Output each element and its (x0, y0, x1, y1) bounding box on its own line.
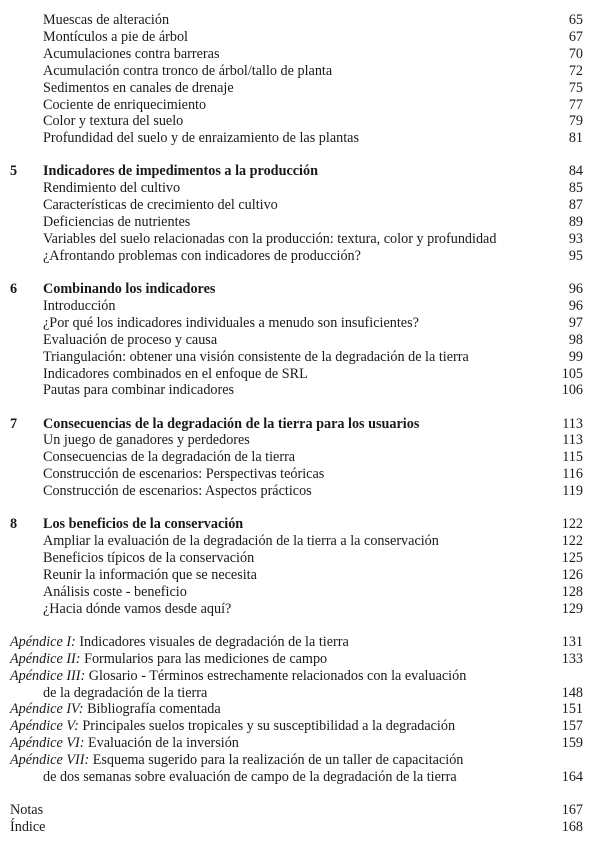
entry-title: Profundidad del suelo y de enraizamiento de las plantas (43, 130, 359, 147)
entry-title: Montículos a pie de árbol (43, 28, 188, 45)
appendix-label: Apéndice III: (10, 667, 86, 684)
entry-title: Variables del suelo relacionadas con la producción: textura, color y profundidad (43, 231, 497, 247)
page-number: 131 (561, 633, 583, 650)
page-number: 93 (568, 231, 583, 247)
appendix-title (10, 633, 349, 651)
toc-entry (0, 213, 600, 231)
entry-title: ¿Afrontando problemas con indicadores de producción? (43, 247, 361, 264)
toc-entry (0, 465, 600, 483)
chapter-entry (0, 280, 600, 298)
appendix-entry (0, 751, 600, 769)
toc-entry (0, 297, 600, 315)
entry-title: Beneficios típicos de la conservación (43, 550, 255, 566)
entry-title: de la degradación de la tierra (43, 684, 208, 701)
page-number: 115 (562, 449, 583, 466)
entry-title: ¿Hacia dónde vamos desde aquí? (43, 600, 232, 617)
toc-entry (0, 247, 600, 265)
toc-entry (0, 230, 600, 248)
page-number: 67 (568, 28, 583, 45)
page-number: 75 (568, 79, 583, 96)
appendix-label: Apéndice V: (10, 718, 79, 735)
chapter-entry (0, 415, 600, 433)
entry-title: Construcción de escenarios: Perspectivas teóricas (43, 466, 325, 483)
appendix-entry (0, 768, 600, 786)
entry-title: Introducción (43, 297, 116, 314)
entry-title: Acumulaciones contra barreras (43, 45, 220, 62)
entry-title: Pautas para combinar indicadores (43, 382, 235, 399)
page-number: 77 (568, 96, 583, 113)
entry-title: Índice (10, 819, 46, 835)
toc-entry (0, 818, 600, 836)
page-number: 159 (561, 735, 583, 752)
appendix-text: Formularios para las mediciones de campo (84, 650, 328, 667)
toc-entry (0, 348, 600, 366)
page-number: 72 (568, 62, 583, 79)
appendix-title (10, 734, 239, 752)
toc-entry (0, 482, 600, 500)
entry-title: Evaluación de proceso y causa (43, 331, 218, 348)
page-number: 98 (568, 331, 583, 348)
toc-entry (0, 314, 600, 332)
entry-title: Construcción de escenarios: Aspectos prácticos (43, 483, 312, 500)
page-number: 85 (568, 180, 583, 197)
toc-entry (0, 600, 600, 618)
entry-title: Rendimiento del cultivo (43, 180, 181, 197)
appendix-entry (0, 734, 600, 752)
entry-title: Triangulación: obtener una visión consistente de la degradación de la tierra (43, 348, 469, 365)
page-number: 122 (561, 533, 583, 550)
page-number: 106 (561, 382, 583, 399)
chapter-number: 7 (10, 415, 18, 432)
appendix-label: Apéndice VI: (10, 735, 85, 752)
appendix-text: Glosario - Términos estrechamente relacionados con la evaluación (88, 667, 467, 684)
entry-title: Reunir la información que se necesita (43, 566, 257, 583)
toc-entry (0, 448, 600, 466)
page-number: 95 (568, 247, 583, 264)
entry-title: Sedimentos en canales de drenaje (43, 79, 234, 96)
toc-entry (0, 129, 600, 147)
entry-title: Deficiencias de nutrientes (43, 214, 191, 231)
appendix-title (10, 751, 463, 769)
appendix-text: Bibliografía comentada (87, 701, 221, 718)
page-number: 133 (561, 650, 583, 667)
page-number: 129 (561, 600, 583, 617)
appendix-entry (0, 717, 600, 735)
chapter-title: Indicadores de impedimentos a la producción (43, 163, 318, 180)
appendix-title (10, 717, 455, 735)
entry-title: Ampliar la evaluación de la degradación de la tierra a la conservación (43, 533, 439, 550)
page-number: 65 (568, 12, 583, 28)
appendix-entry (0, 700, 600, 718)
chapter-title: Combinando los indicadores (43, 281, 216, 297)
toc-entry (0, 96, 600, 114)
page-number: 99 (568, 348, 583, 365)
page-number: 96 (568, 281, 583, 297)
entry-title: Análisis coste - beneficio (43, 583, 187, 600)
chapter-number: 6 (10, 281, 18, 297)
chapter-entry (0, 515, 600, 533)
appendix-text: Principales suelos tropicales y su susceptibilidad a la degradación (82, 718, 456, 735)
appendix-entry (0, 633, 600, 651)
entry-title: Cociente de enriquecimiento (43, 96, 207, 113)
chapter-title: Los beneficios de la conservación (43, 516, 244, 533)
page-number: 81 (568, 130, 583, 147)
page-number: 122 (561, 516, 583, 533)
entry-title: Características de crecimiento del cultivo (43, 197, 278, 214)
toc-entry (0, 331, 600, 349)
toc-entry (0, 583, 600, 601)
toc-entry (0, 62, 600, 80)
appendix-text: Evaluación de la inversión (88, 735, 239, 752)
toc-entry (0, 431, 600, 449)
page-number: 126 (561, 566, 583, 583)
entry-title: Acumulación contra tronco de árbol/tallo de planta (43, 62, 333, 79)
appendix-text: Indicadores visuales de degradación de la tierra (79, 633, 349, 650)
toc-entry (0, 28, 600, 46)
page-number: 113 (562, 415, 583, 432)
chapter-number: 5 (10, 163, 18, 180)
page-number: 116 (562, 466, 583, 483)
appendix-title (10, 700, 221, 718)
toc-entry (0, 196, 600, 214)
page-number: 148 (561, 684, 583, 701)
page-number: 79 (568, 113, 583, 130)
toc-entry (0, 801, 600, 819)
toc-entry (0, 532, 600, 550)
chapter-title: Consecuencias de la degradación de la tierra para los usuarios (43, 415, 420, 432)
page-number: 113 (562, 432, 583, 449)
appendix-entry (0, 684, 600, 702)
page-number: 125 (561, 550, 583, 566)
toc-entry (0, 11, 600, 29)
entry-title: Indicadores combinados en el enfoque de SRL (43, 365, 308, 382)
entry-title: Color y textura del suelo (43, 113, 184, 130)
appendix-label: Apéndice II: (10, 650, 81, 667)
appendix-label: Apéndice IV: (10, 701, 84, 718)
page-number: 167 (561, 802, 583, 819)
appendix-title (10, 667, 466, 685)
appendix-entry (0, 650, 600, 668)
toc-entry (0, 112, 600, 130)
chapter-number: 8 (10, 516, 18, 533)
page-number: 128 (561, 583, 583, 600)
appendix-label: Apéndice I: (10, 633, 76, 650)
entry-title: Notas (10, 802, 44, 819)
toc-entry (0, 179, 600, 197)
toc-entry (0, 365, 600, 383)
page-number: 70 (568, 45, 583, 62)
appendix-title (10, 650, 327, 668)
page-number: 87 (568, 197, 583, 214)
toc-entry (0, 79, 600, 97)
appendix-entry (0, 667, 600, 685)
entry-title: Consecuencias de la degradación de la tierra (43, 449, 296, 466)
page-number: 119 (562, 483, 583, 500)
page-number: 84 (568, 163, 583, 180)
appendix-text: Esquema sugerido para la realización de un taller de capacitación (92, 752, 464, 769)
entry-title: ¿Por qué los indicadores individuales a menudo son insuficientes? (43, 314, 419, 331)
toc-entry (0, 549, 600, 567)
entry-title: Muescas de alteración (43, 12, 170, 28)
page-number: 89 (568, 214, 583, 231)
page-number: 97 (568, 314, 583, 331)
entry-title: de dos semanas sobre evaluación de campo de la degradación de la tierra (43, 769, 457, 785)
page-number: 164 (561, 769, 583, 785)
toc-entry (0, 566, 600, 584)
chapter-entry (0, 162, 600, 180)
entry-title: Un juego de ganadores y perdedores (43, 432, 250, 449)
page-number: 96 (568, 297, 583, 314)
appendix-label: Apéndice VII: (10, 752, 90, 769)
page-number: 168 (561, 819, 583, 835)
page-number: 157 (561, 718, 583, 735)
toc-entry (0, 381, 600, 399)
toc-entry (0, 45, 600, 63)
page-number: 151 (561, 701, 583, 718)
page-number: 105 (561, 365, 583, 382)
